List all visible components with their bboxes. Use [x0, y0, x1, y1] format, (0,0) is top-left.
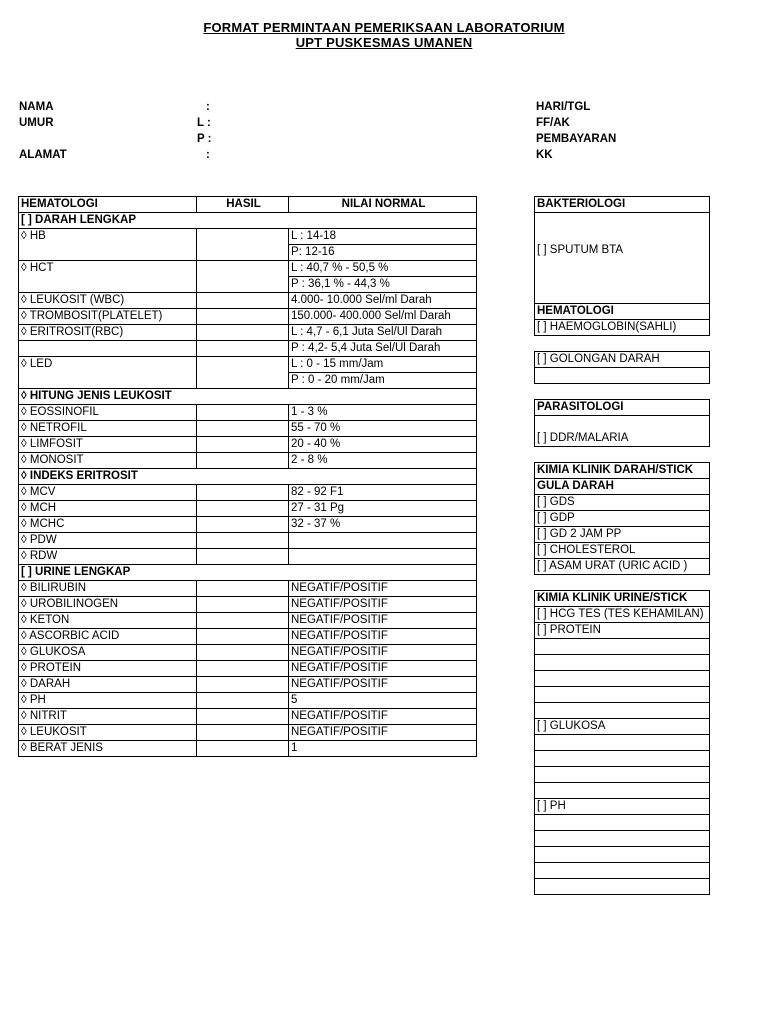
test-name: ◊ PROTEIN — [19, 661, 197, 677]
spacer — [535, 384, 710, 400]
section-heading: KIMIA KLINIK DARAH/STICK — [535, 463, 710, 479]
table-row — [19, 581, 477, 597]
table-row — [535, 495, 710, 511]
normal-value: P: 12-16 — [289, 245, 477, 261]
result-cell[interactable] — [197, 709, 289, 725]
table-row — [535, 243, 710, 258]
table-row — [535, 847, 710, 863]
normal-value: L : 0 - 15 mm/Jam — [289, 357, 477, 373]
normal-value — [289, 549, 477, 565]
table-row — [535, 213, 710, 229]
test-item[interactable]: [ ] GOLONGAN DARAH — [535, 352, 710, 368]
test-name: ◊ HB — [19, 229, 197, 261]
test-name: ◊ LEUKOSIT — [19, 725, 197, 741]
label-hari-tgl: HARI/TGL — [536, 101, 591, 113]
normal-value: 82 - 92 F1 — [289, 485, 477, 501]
table-row — [19, 293, 477, 309]
table-row — [19, 677, 477, 693]
table-row — [535, 543, 710, 559]
test-item[interactable] — [535, 703, 710, 719]
result-cell[interactable] — [197, 533, 289, 549]
section-heading: HEMATOLOGI — [535, 304, 710, 320]
normal-value: NEGATIF/POSITIF — [289, 661, 477, 677]
result-cell[interactable] — [197, 405, 289, 421]
table-row — [19, 229, 477, 245]
test-name: ◊ MCH — [19, 501, 197, 517]
normal-value: NEGATIF/POSITIF — [289, 645, 477, 661]
test-name: ◊ DARAH — [19, 677, 197, 693]
test-item[interactable] — [535, 831, 710, 847]
test-item[interactable] — [535, 863, 710, 879]
result-cell[interactable] — [197, 597, 289, 613]
test-name: ◊ NITRIT — [19, 709, 197, 725]
table-row — [19, 325, 477, 341]
table-row — [535, 703, 710, 719]
table-row — [535, 447, 710, 463]
table-row — [535, 527, 710, 543]
table-row — [19, 405, 477, 421]
table-header-row — [19, 197, 477, 213]
result-cell[interactable] — [197, 421, 289, 437]
label-kk: KK — [536, 149, 553, 161]
test-name: ◊ PDW — [19, 533, 197, 549]
normal-value: 4.000- 10.000 Sel/ml Darah — [289, 293, 477, 309]
form-title: FORMAT PERMINTAAN PEMERIKSAAN LABORATORIUM — [203, 20, 565, 35]
result-cell[interactable] — [197, 341, 289, 357]
table-row — [535, 368, 710, 384]
normal-value: NEGATIF/POSITIF — [289, 581, 477, 597]
table-row — [19, 261, 477, 277]
test-item[interactable] — [535, 213, 710, 229]
test-item[interactable] — [535, 815, 710, 831]
table-row — [19, 533, 477, 549]
result-cell[interactable] — [197, 741, 289, 757]
result-cell[interactable] — [197, 661, 289, 677]
table-row — [535, 751, 710, 767]
result-cell[interactable] — [197, 549, 289, 565]
table-row — [19, 693, 477, 709]
normal-value: 150.000- 400.000 Sel/ml Darah — [289, 309, 477, 325]
test-name: ◊ TROMBOSIT(PLATELET) — [19, 309, 197, 325]
test-name: ◊ MCHC — [19, 517, 197, 533]
table-row — [535, 831, 710, 847]
colon-alamat: : — [206, 149, 210, 161]
table-row — [535, 879, 710, 895]
table-row — [19, 725, 477, 741]
table-row — [535, 463, 710, 479]
table-row — [535, 511, 710, 527]
normal-value: 55 - 70 % — [289, 421, 477, 437]
table-row — [535, 304, 710, 320]
result-cell[interactable] — [197, 437, 289, 453]
table-row — [19, 437, 477, 453]
test-item[interactable] — [535, 847, 710, 863]
test-item[interactable]: [ ] PROTEIN — [535, 623, 710, 639]
normal-value: NEGATIF/POSITIF — [289, 725, 477, 741]
table-row — [535, 575, 710, 591]
result-cell[interactable] — [197, 629, 289, 645]
table-row — [535, 591, 710, 607]
normal-value: NEGATIF/POSITIF — [289, 677, 477, 693]
form-subtitle: UPT PUSKESMAS UMANEN — [295, 35, 473, 50]
test-item[interactable] — [535, 655, 710, 671]
test-name: ◊ MONOSIT — [19, 453, 197, 469]
table-row — [535, 687, 710, 703]
result-cell[interactable] — [197, 517, 289, 533]
section-heading: KIMIA KLINIK URINE/STICK — [535, 591, 710, 607]
test-item[interactable] — [535, 639, 710, 655]
table-row — [19, 709, 477, 725]
test-item[interactable] — [535, 228, 710, 243]
table-row — [535, 623, 710, 639]
normal-value — [289, 533, 477, 549]
normal-value: NEGATIF/POSITIF — [289, 629, 477, 645]
label-umur: UMUR — [19, 117, 54, 129]
test-name: ◊ EOSSINOFIL — [19, 405, 197, 421]
table-row — [535, 273, 710, 288]
section-heading: [ ] DARAH LENGKAP — [19, 213, 477, 229]
section-heading: ◊ HITUNG JENIS LEUKOSIT — [19, 389, 477, 405]
normal-value: 5 — [289, 693, 477, 709]
test-name: ◊ KETON — [19, 613, 197, 629]
table-row — [19, 389, 477, 405]
normal-value: P : 4,2- 5,4 Juta Sel/Ul Darah — [289, 341, 477, 357]
test-item[interactable] — [535, 288, 710, 304]
test-name: ◊ LED — [19, 357, 197, 389]
table-row — [535, 384, 710, 400]
table-row — [19, 453, 477, 469]
test-name: ◊ UROBILINOGEN — [19, 597, 197, 613]
table-row — [535, 815, 710, 831]
table-row — [19, 357, 477, 373]
table-row — [19, 597, 477, 613]
normal-value: NEGATIF/POSITIF — [289, 613, 477, 629]
test-name: ◊ HCT — [19, 261, 197, 293]
table-row — [535, 639, 710, 655]
table-row — [535, 228, 710, 243]
label-pembayaran: PEMBAYARAN — [536, 133, 617, 145]
table-row — [19, 501, 477, 517]
test-name: ◊ ERITROSIT(RBC) — [19, 325, 197, 341]
section-heading: GULA DARAH — [535, 479, 710, 495]
normal-value: 32 - 37 % — [289, 517, 477, 533]
normal-value: 27 - 31 Pg — [289, 501, 477, 517]
result-cell[interactable] — [197, 485, 289, 501]
normal-value: L : 40,7 % - 50,5 % — [289, 261, 477, 277]
test-item[interactable]: [ ] GDS — [535, 495, 710, 511]
normal-value: NEGATIF/POSITIF — [289, 709, 477, 725]
label-nama: NAMA — [19, 101, 54, 113]
col-header-hasil: HASIL — [197, 197, 289, 213]
table-row — [19, 661, 477, 677]
result-cell[interactable] — [197, 581, 289, 597]
test-item[interactable]: [ ] GD 2 JAM PP — [535, 527, 710, 543]
table-row — [19, 213, 477, 229]
test-item[interactable] — [535, 258, 710, 273]
table-row — [535, 431, 710, 447]
test-name: ◊ GLUKOSA — [19, 645, 197, 661]
result-cell[interactable] — [197, 453, 289, 469]
table-row — [19, 565, 477, 581]
label-umur-p: P : — [197, 133, 212, 145]
test-name: ◊ LEUKOSIT (WBC) — [19, 293, 197, 309]
table-row — [535, 400, 710, 416]
section-heading: BAKTERIOLOGI — [535, 197, 710, 213]
table-row — [535, 559, 710, 575]
table-row — [535, 336, 710, 352]
spacer — [535, 575, 710, 591]
table-row — [19, 549, 477, 565]
colon-nama: : — [206, 101, 210, 113]
result-cell[interactable] — [197, 613, 289, 629]
table-row — [535, 767, 710, 783]
table-row — [19, 613, 477, 629]
section-heading: ◊ INDEKS ERITROSIT — [19, 469, 477, 485]
label-alamat: ALAMAT — [19, 149, 67, 161]
table-row — [19, 341, 477, 357]
test-name — [19, 341, 197, 357]
table-row — [19, 469, 477, 485]
normal-value: P : 36,1 % - 44,3 % — [289, 277, 477, 293]
col-header-nilai-normal: NILAI NORMAL — [289, 197, 477, 213]
test-item[interactable] — [535, 368, 710, 384]
test-item[interactable] — [535, 687, 710, 703]
table-row — [19, 517, 477, 533]
table-row — [535, 799, 710, 815]
table-row — [535, 655, 710, 671]
table-row — [535, 479, 710, 495]
test-item[interactable]: [ ] CHOLESTEROL — [535, 543, 710, 559]
label-ff-ak: FF/AK — [536, 117, 570, 129]
result-cell[interactable] — [197, 677, 289, 693]
test-name: ◊ PH — [19, 693, 197, 709]
table-row — [19, 309, 477, 325]
test-item[interactable]: [ ] DDR/MALARIA — [535, 431, 710, 447]
col-header-hematologi: HEMATOLOGI — [19, 197, 197, 213]
normal-value: 20 - 40 % — [289, 437, 477, 453]
table-row — [535, 735, 710, 751]
test-item[interactable]: [ ] PH — [535, 799, 710, 815]
section-heading: PARASITOLOGI — [535, 400, 710, 416]
test-item[interactable] — [535, 735, 710, 751]
normal-value: 1 - 3 % — [289, 405, 477, 421]
result-cell[interactable] — [197, 725, 289, 741]
test-name: ◊ ASCORBIC ACID — [19, 629, 197, 645]
hematology-table — [18, 196, 477, 757]
test-item[interactable] — [535, 767, 710, 783]
table-row — [535, 719, 710, 735]
section-heading: [ ] URINE LENGKAP — [19, 565, 477, 581]
result-cell[interactable] — [197, 501, 289, 517]
table-row — [19, 741, 477, 757]
test-item[interactable]: [ ] SPUTUM BTA — [535, 243, 710, 258]
table-row — [19, 421, 477, 437]
table-row — [535, 863, 710, 879]
table-row — [535, 352, 710, 368]
normal-value: L : 14-18 — [289, 229, 477, 245]
test-item[interactable] — [535, 879, 710, 895]
table-row — [535, 258, 710, 273]
test-name: ◊ NETROFIL — [19, 421, 197, 437]
test-name: ◊ LIMFOSIT — [19, 437, 197, 453]
test-item[interactable]: [ ] HAEMOGLOBIN(SAHLI) — [535, 320, 710, 336]
other-tests-table — [534, 196, 710, 895]
result-cell[interactable] — [197, 357, 289, 389]
table-row — [535, 288, 710, 304]
test-name: ◊ RDW — [19, 549, 197, 565]
test-item[interactable] — [535, 416, 710, 432]
result-cell[interactable] — [197, 309, 289, 325]
result-cell[interactable] — [197, 325, 289, 341]
label-umur-l: L : — [197, 117, 211, 129]
normal-value: P : 0 - 20 mm/Jam — [289, 373, 477, 389]
test-item[interactable] — [535, 783, 710, 799]
spacer — [535, 447, 710, 463]
result-cell[interactable] — [197, 229, 289, 261]
table-row — [535, 671, 710, 687]
test-name: ◊ BERAT JENIS — [19, 741, 197, 757]
table-row — [535, 783, 710, 799]
test-item[interactable] — [535, 671, 710, 687]
test-item[interactable]: [ ] ASAM URAT (URIC ACID ) — [535, 559, 710, 575]
normal-value: NEGATIF/POSITIF — [289, 597, 477, 613]
result-cell[interactable] — [197, 645, 289, 661]
spacer — [535, 336, 710, 352]
table-row — [535, 197, 710, 213]
test-item[interactable] — [535, 273, 710, 288]
test-name: ◊ BILIRUBIN — [19, 581, 197, 597]
normal-value: 1 — [289, 741, 477, 757]
table-row — [535, 320, 710, 336]
test-item[interactable] — [535, 751, 710, 767]
test-item[interactable]: [ ] GLUKOSA — [535, 719, 710, 735]
table-row — [19, 485, 477, 501]
table-row — [19, 629, 477, 645]
result-cell[interactable] — [197, 693, 289, 709]
table-row — [19, 645, 477, 661]
test-name: ◊ MCV — [19, 485, 197, 501]
result-cell[interactable] — [197, 261, 289, 293]
test-item[interactable]: [ ] HCG TES (TES KEHAMILAN) — [535, 607, 710, 623]
test-item[interactable]: [ ] GDP — [535, 511, 710, 527]
normal-value: L : 4,7 - 6,1 Juta Sel/Ul Darah — [289, 325, 477, 341]
result-cell[interactable] — [197, 293, 289, 309]
table-row — [535, 607, 710, 623]
table-row — [535, 416, 710, 432]
normal-value: 2 - 8 % — [289, 453, 477, 469]
